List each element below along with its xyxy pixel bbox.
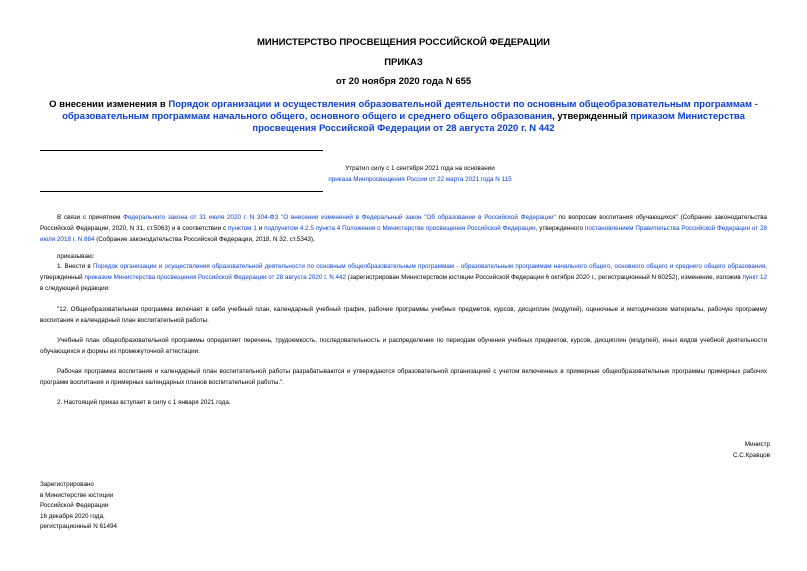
title-prefix: О внесении изменения в xyxy=(49,99,169,110)
lost-force-note xyxy=(270,163,570,185)
signature-position: Министр xyxy=(744,441,770,448)
preamble-paragraph xyxy=(40,212,767,245)
item1-link-order-442[interactable]: приказом Министерства просвещения Российской Федерации от 28 августа 2020 г. N 442 xyxy=(84,274,347,281)
preamble-text-2: по вопросам воспитания обучающихся" (Собрание законодательства Российской Федерации, 2020, N 31, ст.5063) и в соответствии с xyxy=(40,214,767,232)
preamble-text-1: В связи с принятием xyxy=(57,214,124,221)
title-link-order-442[interactable]: приказом Министерства просвещения Российской Федерации от 28 августа 2020 г. N 442 xyxy=(252,111,745,134)
lost-force-text: Утратил силу с 1 сентября 2021 года на основании xyxy=(345,165,495,172)
registration-line-2: в Министерстве юстиции xyxy=(40,491,114,499)
divider-bottom xyxy=(40,191,323,192)
doc-type-heading: ПРИКАЗ xyxy=(384,57,423,68)
link-federal-law-304[interactable]: Федерального закона от 31 июля 2020 г. N 304-ФЗ "О внесении изменений в Федеральный закон "Об образовании в Российской Федерации" xyxy=(123,214,556,221)
item1-link-procedure[interactable]: Порядок организации и осуществления образовательной деятельности по основным общеобразовательным программам - образовательным программам начального общего, основного общего и среднего общего образования xyxy=(92,263,766,270)
preamble-text-3: и xyxy=(256,225,265,232)
upbringing-program-paragraph: Рабочая программа воспитания и календарный план воспитательной работы разрабатываются и утверждаются образовательной организацией с учетом включенных в примерные общеобразовательные программы примерных рабочих программ воспитания и примерных календарных планов воспитательной работы.". xyxy=(40,368,767,386)
document-title xyxy=(40,99,767,135)
preamble-text-5: (Собрание законодательства Российской Федерации, 2018, N 32, ст.5343), xyxy=(94,236,315,243)
title-link-procedure[interactable]: Порядок организации и осуществления образовательной деятельности по основным общеобразовательным программам - образовательным программам начального общего, основного общего и среднего общего образования xyxy=(62,99,758,122)
ministry-heading: МИНИСТЕРСТВО ПРОСВЕЩЕНИЯ РОССИЙСКОЙ ФЕДЕРАЦИИ xyxy=(256,37,551,48)
registration-block xyxy=(40,480,117,533)
item1-link-point-12[interactable]: пункт 12 xyxy=(742,274,767,281)
item-2-paragraph: 2. Настоящий приказ вступает в силу с 1 января 2021 года. xyxy=(57,399,231,406)
item1-text-3: (зарегистрирован Министерством юстиции Российской Федерации 6 октября 2020 г., регистрационный N 60252), изменение, изложив xyxy=(346,274,743,281)
link-point-1[interactable]: пунктом 1 xyxy=(227,225,257,232)
order-word: приказываю: xyxy=(57,253,95,260)
registration-line-5: регистрационный N 61494 xyxy=(40,523,118,530)
link-resolution-884[interactable]: постановлением Правительства Российской Федерации от 28 июля 2018 г. N 884 xyxy=(40,225,767,243)
item1-text-4: в следующей редакции: xyxy=(40,285,110,292)
point-12-paragraph: "12. Общеобразовательная программа включает в себя учебный план, календарный учебный график, рабочие программы учебных предметов, курсов, дисциплин (модулей), оценочные и методические материалы, рабочую программу воспитания и календарный план воспитательной работы. xyxy=(40,306,767,324)
signature-block xyxy=(733,439,770,461)
preamble-text-4: , утвержденного xyxy=(535,225,585,232)
registration-line-3: Российской Федерации xyxy=(40,502,109,509)
registration-line-4: 16 декабря 2020 года, xyxy=(40,512,105,520)
date-number-heading: от 20 ноября 2020 года N 655 xyxy=(335,76,472,87)
curriculum-paragraph: Учебный план общеобразовательной программы определяет перечень, трудоемкость, последовательность и распределение по периодам обучения учебных предметов, курсов, дисциплин (модулей), иных видов учебной деятельности обучающихся и формы их промежуточной аттестации. xyxy=(40,337,767,355)
item1-text-1: 1. Внести в xyxy=(57,263,93,270)
title-mid: , утвержденный xyxy=(552,111,631,122)
divider-top xyxy=(40,150,323,151)
signature-name: С.С.Кравцов xyxy=(733,452,770,459)
link-subpoint-4-2-5[interactable]: подпунктом 4.2.5 пункта 4 Положения о Министерстве просвещения Российской Федерации xyxy=(264,225,536,232)
registration-line-1: Зарегистрировано xyxy=(40,481,94,488)
item-1-paragraph xyxy=(40,261,767,294)
item1-text-2: , утвержденный xyxy=(40,263,768,281)
lost-force-link[interactable]: приказа Минпросвещения России от 22 марта 2021 года N 115 xyxy=(328,176,512,183)
